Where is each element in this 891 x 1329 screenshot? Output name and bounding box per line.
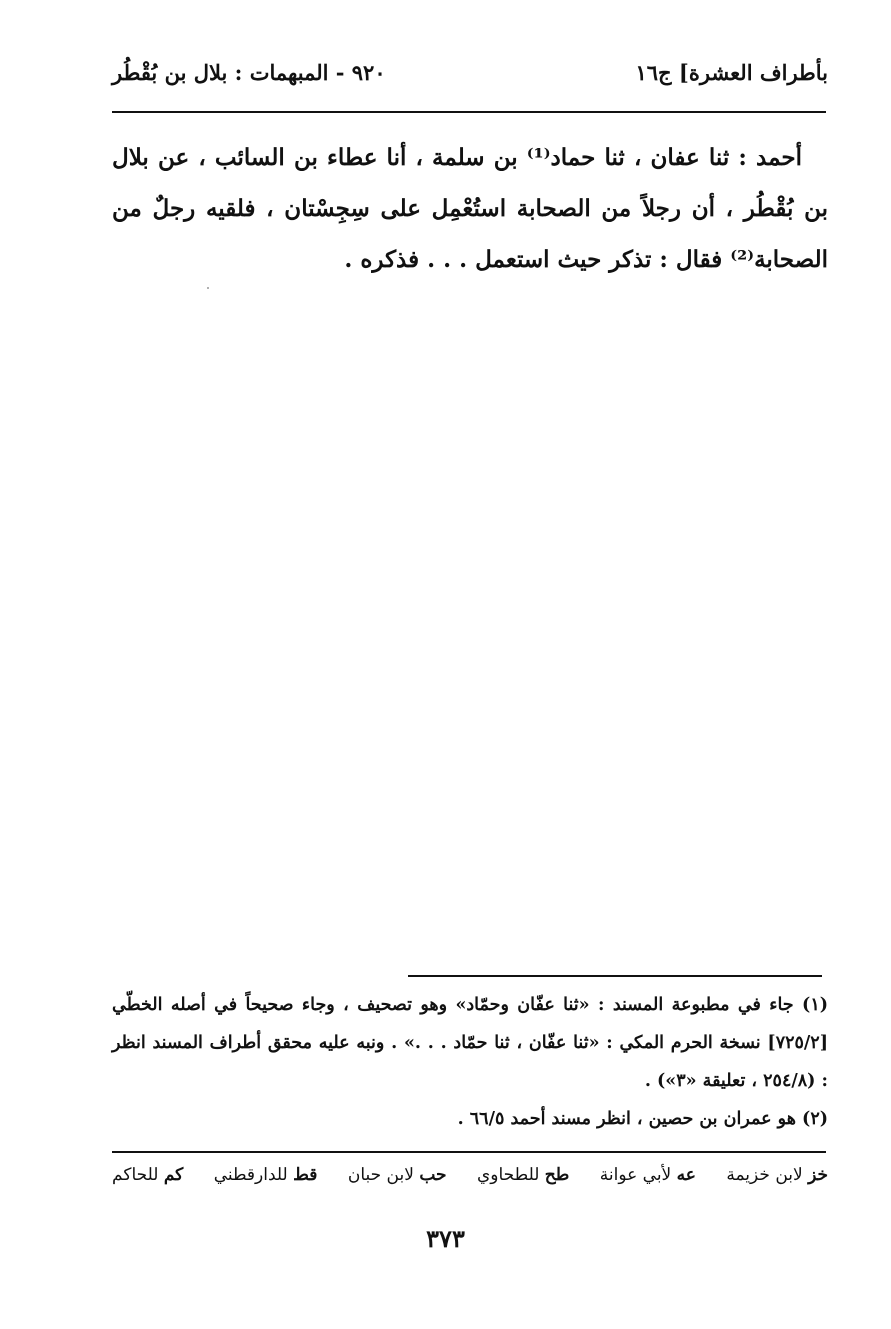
abbreviation-item [112,1165,183,1185]
running-header [112,56,828,92]
header-rule [112,111,826,113]
footnote-2: (٢) هو عمران بن حصين ، انظر مسند أحمد ٦٦/٥ . [457,1109,828,1129]
abbreviation-key [112,1165,828,1185]
abbreviation-code: خز [808,1165,828,1185]
footnote-1: (١) جاء في مطبوعة المسند : «ثنا عفّان وحمّاد» وهو تصحيف ، وجاء صحيحاً في أصله الخطّي [٧٢٥/٢] نسخة الحرم المكي : «ثنا عفّان ، ثنا حمّاد . . .» . ونبه عليه محقق أطراف المسند انظر : (٢٥٤/٨ ، تعليقة «٣») . [112,995,828,1091]
abbreviation-meaning: لابن خزيمة [726,1165,803,1185]
main-text-block [112,132,828,285]
abbreviation-meaning: للحاكم [112,1165,159,1185]
abbreviation-item [600,1165,696,1185]
abbreviation-code: عه [676,1165,696,1185]
footer-rule [112,1151,826,1153]
abbreviation-meaning: لأبي عوانة [599,1165,672,1185]
header-chapter-title: ٩٢٠ - المبهمات : بلال بن بُقْطُر [112,60,386,85]
footnotes-block [112,986,828,1138]
header-book-title: بأطراف العشرة] ج١٦ [635,60,828,85]
scan-speck [207,287,209,289]
page-number: ٣٧٣ [426,1224,465,1253]
abbreviation-item [726,1165,828,1185]
abbreviation-meaning: للدارقطني [213,1165,288,1185]
footnote-separator [408,975,822,977]
abbreviation-meaning: للطحاوي [476,1165,540,1185]
abbreviation-meaning: لابن حبان [347,1165,414,1185]
hadith-paragraph: أحمد : ثنا عفان ، ثنا حماد⁽¹⁾ بن سلمة ، أنا عطاء بن السائب ، عن بلال بن بُقْطُر ، أن رجلاً من الصحابة استُعْمِل على سِجِسْتان ، فلقيه رجلٌ من الصحابة⁽²⁾ فقال : تذكر حيث استعمل . . . فذكره . [112,144,828,273]
abbreviation-code: حب [419,1165,447,1185]
abbreviation-item [214,1165,318,1185]
abbreviation-code: كم [163,1165,184,1185]
abbreviation-code: قط [293,1165,318,1185]
abbreviation-item [348,1165,447,1185]
abbreviation-code: طح [544,1165,570,1185]
abbreviation-item [477,1165,569,1185]
